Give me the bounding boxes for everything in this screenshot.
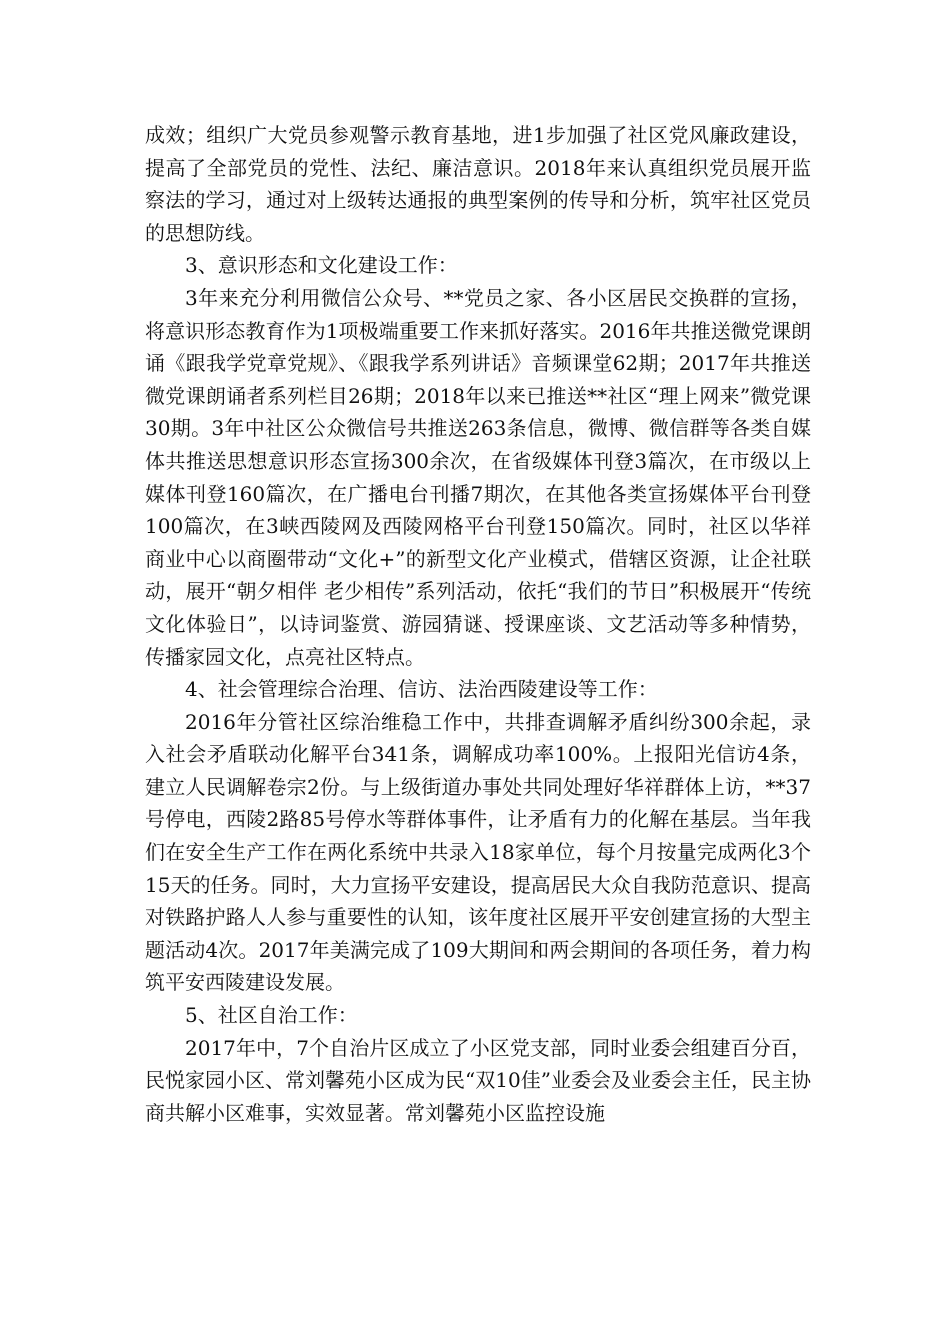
section-heading-community-autonomy: 5、社区自治工作： <box>185 1003 358 1028</box>
paragraph-continued: 成效；组织广大党员参观警示教育基地，进1步加强了社区党风廉政建设，提高了全部党员的党性、法纪、廉洁意识。2018年来认真组织党员展开监察法的学习，通过对上级转达通报的典型案例的传导和分析，筑牢社区党员的思想防线。 <box>145 123 811 245</box>
document-body <box>145 119 811 1129</box>
section-heading-ideology-culture: 3、意识形态和文化建设工作： <box>185 253 458 278</box>
paragraph-social-governance: 2016年分管社区综治维稳工作中，共排查调解矛盾纠纷300余起，录入社会矛盾联动化解平台341条，调解成功率100%。上报阳光信访4条，建立人民调解卷宗2份。与上级街道办事处共同处理好华祥群体上访，**37号停电，西陵2路85号停水等群体事件，让矛盾有力的化解在基层。当年我们在安全生产工作在两化系统中共录入18家单位，每个月按量完成两化3个15天的任务。同时，大力宣扬平安建设，提高居民大众自我防范意识、提高对铁路护路人人参与重要性的认知，该年度社区展开平安创建宣扬的大型主题活动4次。2017年美满完成了109大期间和两会期间的各项任务，着力构筑平安西陵建设发展。 <box>145 709 811 995</box>
paragraph-ideology-culture: 3年来充分利用微信公众号、**党员之家、各小区居民交换群的宣扬，将意识形态教育作为1项极端重要工作来抓好落实。2016年共推送微党课朗诵《跟我学党章党规》、《跟我学系列讲话》音频课堂62期；2017年共推送微党课朗诵者系列栏目26期；2018年以来已推送**社区“理上网来”微党课30期。3年中社区公众微信号共推送263条信息，微博、微信群等各类自媒体共推送思想意识形态宣扬300余次，在省级媒体刊登3篇次，在市级以上媒体刊登160篇次，在广播电台刊播7期次，在其他各类宣扬媒体平台刊登100篇次，在3峡西陵网及西陵网格平台刊登150篇次。同时，社区以华祥商业中心以商圈带动“文化+”的新型文化产业模式，借辖区资源，让企社联动，展开“朝夕相伴 老少相传”系列活动，依托“我们的节日”积极展开“传统文化体验日”，以诗词鉴赏、游园猜谜、授课座谈、文艺活动等多种情势，传播家园文化，点亮社区特点。 <box>145 285 811 669</box>
section-heading-social-governance: 4、社会管理综合治理、信访、法治西陵建设等工作： <box>185 677 658 702</box>
paragraph-community-autonomy: 2017年中，7个自治片区成立了小区党支部，同时业委会组建百分百，民悦家园小区、常刘馨苑小区成为民“双10佳”业委会及业委会主任，民主协商共解小区难事，实效显著。常刘馨苑小区监控设施 <box>145 1035 811 1125</box>
